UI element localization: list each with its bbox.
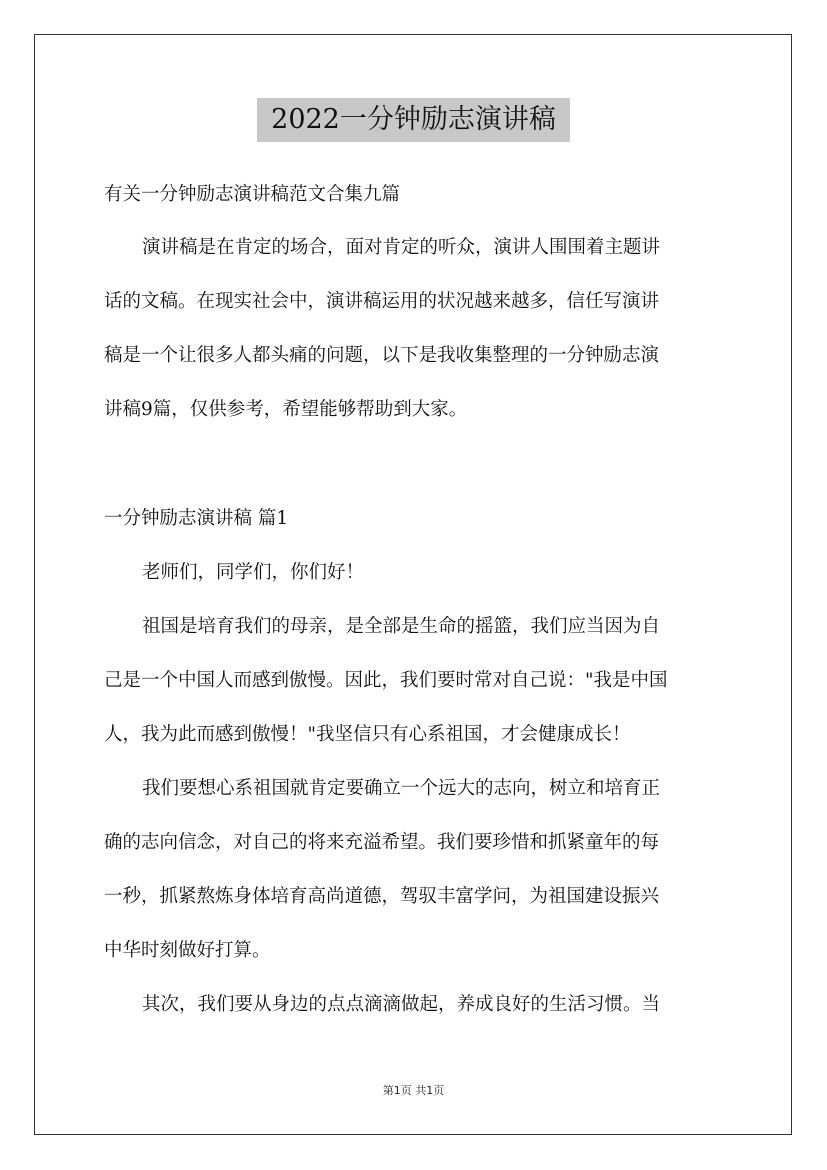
- greeting-line: 老师们，同学们，你们好！: [142, 562, 365, 583]
- paragraph-line: 祖国是培育我们的母亲，是全部是生命的摇篮，我们应当因为自: [142, 616, 661, 637]
- paragraph-line: 确的志向信念，对自己的将来充溢希望。我们要珍惜和抓紧童年的每: [104, 832, 660, 853]
- intro-line: 稿是一个让很多人都头痛的问题，以下是我收集整理的一分钟励志演: [104, 345, 660, 366]
- paragraph-line: 人，我为此而感到傲慢！"我坚信只有心系祖国，才会健康成长！: [104, 724, 631, 745]
- page-number-footer: 第1页 共1页: [382, 1084, 445, 1097]
- intro-line: 讲稿9篇，仅供参考，希望能够帮助到大家。: [104, 399, 468, 420]
- section-heading: 一分钟励志演讲稿 篇1: [104, 508, 289, 529]
- paragraph-line: 己是一个中国人而感到傲慢。因此，我们要时常对自己说："我是中国: [104, 670, 668, 691]
- document-subtitle: 有关一分钟励志演讲稿范文合集九篇: [104, 184, 401, 205]
- paragraph-line: 我们要想心系祖国就肯定要确立一个远大的志向，树立和培育正: [142, 778, 661, 799]
- paragraph-line: 一秒，抓紧熬炼身体培育高尚道德，驾驭丰富学问，为祖国建设振兴: [104, 886, 660, 907]
- paragraph-line: 中华时刻做好打算。: [104, 940, 271, 961]
- intro-line: 话的文稿。在现实社会中，演讲稿运用的状况越来越多，信任写演讲: [104, 291, 660, 312]
- paragraph-line: 其次，我们要从身边的点点滴滴做起，养成良好的生活习惯。当: [142, 994, 661, 1015]
- document-title: 2022一分钟励志演讲稿: [257, 98, 570, 142]
- intro-line: 演讲稿是在肯定的场合，面对肯定的听众，演讲人围围着主题讲: [142, 237, 661, 258]
